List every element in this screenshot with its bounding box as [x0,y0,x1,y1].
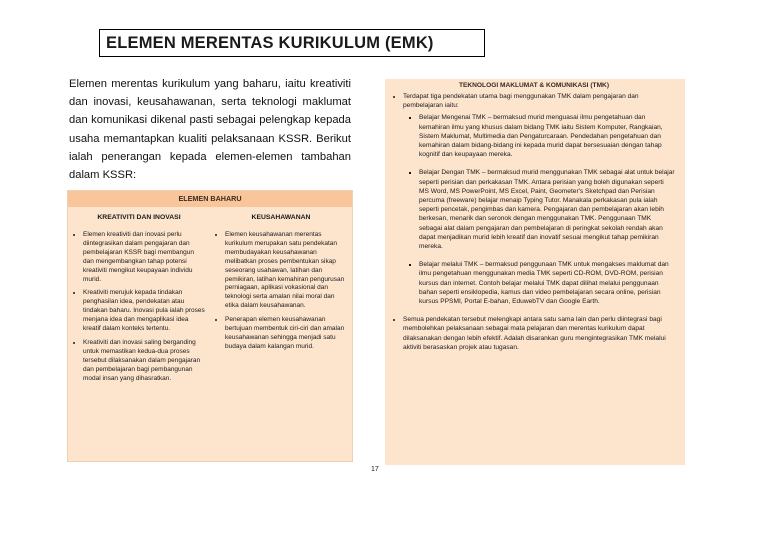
table-columns [68,207,352,389]
tmk-list [393,92,675,352]
elemen-baharu-table [67,190,353,462]
list-item: • Penerapan elemen keusahawanan bertujuan membentuk ciri-ciri dan amalan keusahawanan sehingga menjadi satu budaya dalam kalangan murid. [225,316,347,352]
list-item: • Elemen kreativiti dan inovasi perlu diintegrasikan dalam pengajaran dan pembelajaran KSSR bagi membangun dan mengembangkan tahap potensi kreativiti mengikut keupayaan individu murid. [83,231,205,284]
list-item: • Kreativiti merujuk kepada tindakan penghasilan idea, pendekatan atau tindakan baharu. Inovasi pula ialah proses menjana idea dan mengaplikasi idea kreatif dalam konteks tertentu. [83,289,205,334]
document-title: ELEMEN MERENTAS KURIKULUM (EMK) [99,29,485,57]
tmk-panel [385,79,685,465]
intro-item-text: Terdapat tiga pendekatan utama bagi menggunakan TMK dalam pengajaran dan pembelajaran iaitu: [403,93,639,110]
list-item: • Semua pendekatan tersebut melengkapi antara satu sama lain dan perlu diintegrasi bagi membolehkan pelaksanaan sebagai mata pelajaran dan merentas kurikulum dapat dilaksanakan dengan lebih efektif. Adalah disarankan guru mengintegrasikan TMK melalui aktiviti berasaskan projek atau tugasan. [403,315,675,352]
approach-list [403,113,675,306]
page-number: 17 [371,466,379,473]
approach-item: ▪ Belajar Dengan TMK – bermaksud murid menggunakan TMK sebagai alat untuk belajar seperti perisian dan perkakasan TMK. Antara perisian yang boleh digunakan seperti MS Word, MS PowerPoint, MS Excel, Paint, Geometer's Sketchpad dan Perisian percuma (freeware) belajar menaip Typing Tutor. Manakala perkakasan pula ialah seperti pencetak, pengimbas dan kamera. Pengajaran dan pembelajaran akan lebih berkesan, menarik dan seronok dengan menggunakan TMK. Penggunaan TMK sebagai alat dalam pengajaran dan pembelajaran di peringkat sekolah rendah akan dapat menjadikan murid lebih kreatif dan inovatif sesuai mengikut tahap pemikiran mereka. [419,168,675,251]
approach-item: ▪ Belajar Mengenai TMK – bermaksud murid menguasai ilmu pengetahuan dan kemahiran ilmu yang khusus dalam bidang TMK iaitu Sistem Komputer, Rangkaian, Sistem Maklumat, Multimedia dan Pengaturcaraan. Pendedahan pengetahuan dan kemahiran dalam bidang-bidang ini kepada murid dapat bersesuaian dengan tahap kognitif dan keupayaan mereka. [419,113,675,159]
list-item: • Kreativiti dan inovasi saling berganding untuk memastikan kedua-dua proses tersebut dilaksanakan dalam pengajaran dan pembelajaran bagi pembangunan modal insan yang dihasratkan. [83,339,205,384]
kreativiti-list [73,231,205,384]
approach-item: ▪ Belajar melalui TMK – bermaksud penggunaan TMK untuk mengakses maklumat dan ilmu pengetahuan menggunakan media TMK seperti CD-ROM, DVD-ROM, perisian kursus dan internet. Contoh belajar melalui TMK dapat dilihat melalui penggunaan bahan seperti ensiklopedia, kamus dan video pembelajaran secara online, perisian kursus PPSMI, Portal E-bahan, EduwebTV dan Google Earth. [419,260,675,306]
list-item [403,92,675,306]
keusahawanan-column [210,207,352,389]
keusahawanan-list [215,231,347,352]
table-header: ELEMEN BAHARU [68,191,352,207]
intro-paragraph: Elemen merentas kurikulum yang baharu, iaitu kreativiti dan inovasi, keusahawanan, serta teknologi maklumat dan komunikasi dikenal pasti sebagai pelengkap kepada usaha memantapkan kualiti pelaksanaan KSSR. Berikut ialah penerangan kepada elemen-elemen tambahan dalam KSSR: [69,78,351,182]
kreativiti-column [68,207,210,389]
column-title: KEUSAHAWANAN [251,214,311,221]
list-item: • Elemen keusahawanan merentas kurikulum merupakan satu pendekatan membudayakan keusahawanan melibatkan proses pembentukan sikap seseorang usahawan, latihan dan pemikiran, latihan kemahiran pengurusan perniagaan, aplikasi vokasional dan teknologi serta amalan nilai moral dan etika dalam keusahawanan. [225,231,347,311]
column-title: KREATIVITI DAN INOVASI [97,214,181,221]
panel-header: TEKNOLOGI MAKLUMAT & KOMUNIKASI (TMK) [458,82,610,89]
